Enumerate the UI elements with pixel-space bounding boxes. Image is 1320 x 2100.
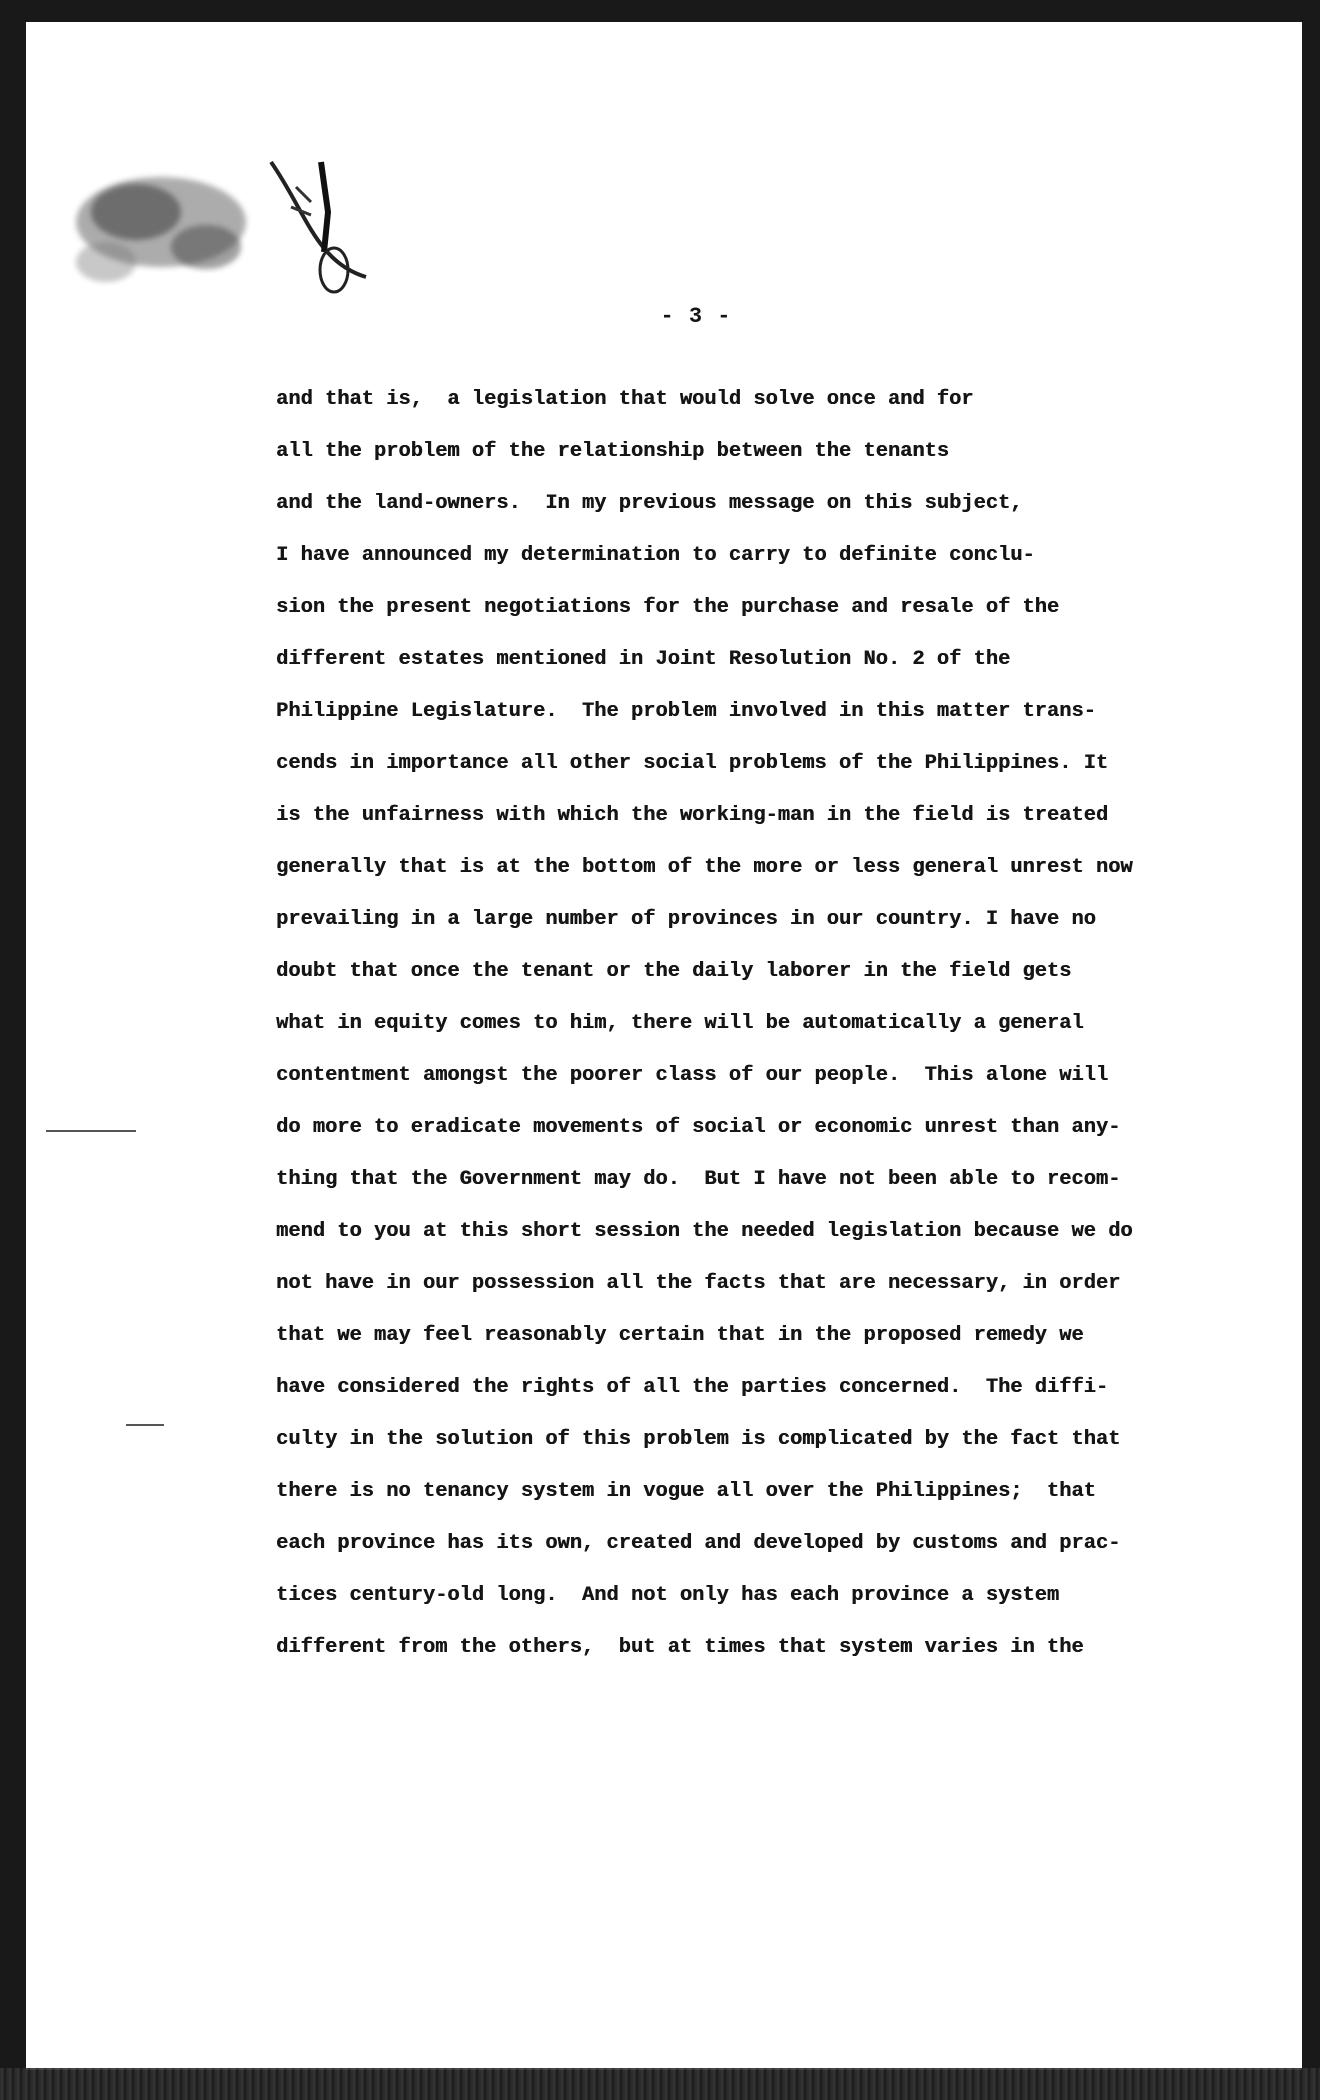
text-line: have considered the rights of all the parties concerned. The diffi-	[276, 1376, 1109, 1399]
text-line: different estates mentioned in Joint Resolution No. 2 of the	[276, 648, 1011, 671]
page-number: - 3 -	[660, 304, 732, 329]
margin-line-mark	[46, 1130, 136, 1132]
text-line: mend to you at this short session the needed legislation because we do	[276, 1220, 1133, 1243]
text-line: doubt that once the tenant or the daily laborer in the field gets	[276, 960, 1072, 983]
text-line: that we may feel reasonably certain that in the proposed remedy we	[276, 1324, 1084, 1347]
text-line: I have announced my determination to carry to definite conclu-	[276, 544, 1035, 567]
text-line: sion the present negotiations for the purchase and resale of the	[276, 596, 1060, 619]
text-line: generally that is at the bottom of the more or less general unrest now	[276, 856, 1133, 879]
text-line: not have in our possession all the facts that are necessary, in order	[276, 1272, 1121, 1295]
text-line: each province has its own, created and developed by customs and prac-	[276, 1532, 1121, 1555]
ink-stain-mark	[66, 152, 396, 342]
text-line: tices century-old long. And not only has each province a system	[276, 1584, 1060, 1607]
text-line: cends in importance all other social problems of the Philippines. It	[276, 752, 1109, 775]
text-line: contentment amongst the poorer class of our people. This alone will	[276, 1064, 1109, 1087]
text-line: Philippine Legislature. The problem involved in this matter trans-	[276, 700, 1096, 723]
margin-tick-mark	[126, 1424, 164, 1426]
text-line: prevailing in a large number of provinces in our country. I have no	[276, 908, 1096, 931]
text-line: is the unfairness with which the working-man in the field is treated	[276, 804, 1109, 827]
text-line: there is no tenancy system in vogue all over the Philippines; that	[276, 1480, 1096, 1503]
body-paragraph	[276, 374, 1206, 1674]
text-line: what in equity comes to him, there will be automatically a general	[276, 1012, 1084, 1035]
scan-edge-noise	[0, 2068, 1320, 2100]
text-line: culty in the solution of this problem is complicated by the fact that	[276, 1428, 1121, 1451]
text-line: thing that the Government may do. But I have not been able to recom-	[276, 1168, 1121, 1191]
paper-sheet	[26, 22, 1302, 2070]
text-line: do more to eradicate movements of social or economic unrest than any-	[276, 1116, 1121, 1139]
text-line: all the problem of the relationship between the tenants	[276, 440, 950, 463]
text-line: and the land-owners. In my previous message on this subject,	[276, 492, 1023, 515]
text-line: and that is, a legislation that would solve once and for	[276, 388, 974, 411]
text-line: different from the others, but at times that system varies in the	[276, 1636, 1084, 1659]
